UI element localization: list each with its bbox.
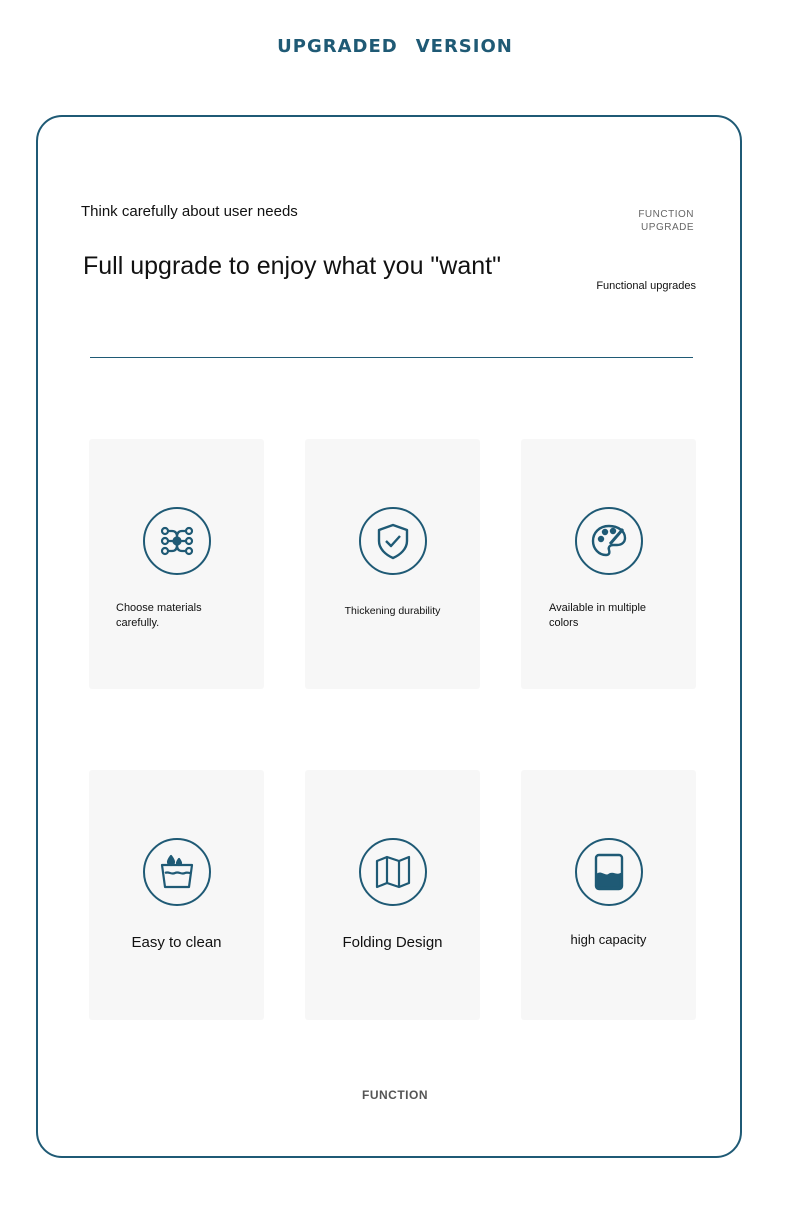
function-upgrade-line1: FUNCTION xyxy=(638,209,694,220)
headline: Full upgrade to enjoy what you "want" xyxy=(83,252,501,280)
feature-label: Available in multiple colors xyxy=(549,602,647,629)
folded-map-icon xyxy=(359,838,427,906)
feature-label: Folding Design xyxy=(342,934,443,951)
feature-label: Choose materials carefully. xyxy=(116,602,202,629)
feature-card-colors xyxy=(521,439,696,689)
feature-card-materials xyxy=(89,439,264,689)
shield-check-icon xyxy=(359,507,427,575)
subhead: Think carefully about user needs xyxy=(81,203,298,220)
feature-label: high capacity xyxy=(570,932,647,947)
divider xyxy=(90,357,693,358)
network-nodes-icon xyxy=(143,507,211,575)
function-upgrade-line2: UPGRADE xyxy=(641,222,694,233)
title-word-upgraded: UPGRADED xyxy=(277,36,398,57)
palette-icon xyxy=(575,507,643,575)
feature-card-clean xyxy=(89,770,264,1020)
wash-basin-icon xyxy=(143,838,211,906)
feature-label: Easy to clean xyxy=(131,934,222,951)
footer-label: FUNCTION xyxy=(362,1088,428,1102)
feature-label: Thickening durability xyxy=(344,605,441,617)
page-title xyxy=(0,36,790,57)
function-upgrade-label xyxy=(638,208,694,234)
feature-card-durability xyxy=(305,439,480,689)
title-word-version: VERSION xyxy=(415,36,513,57)
feature-card-capacity xyxy=(521,770,696,1020)
feature-card-folding xyxy=(305,770,480,1020)
container-icon xyxy=(575,838,643,906)
functional-upgrades-caption: Functional upgrades xyxy=(596,280,696,292)
